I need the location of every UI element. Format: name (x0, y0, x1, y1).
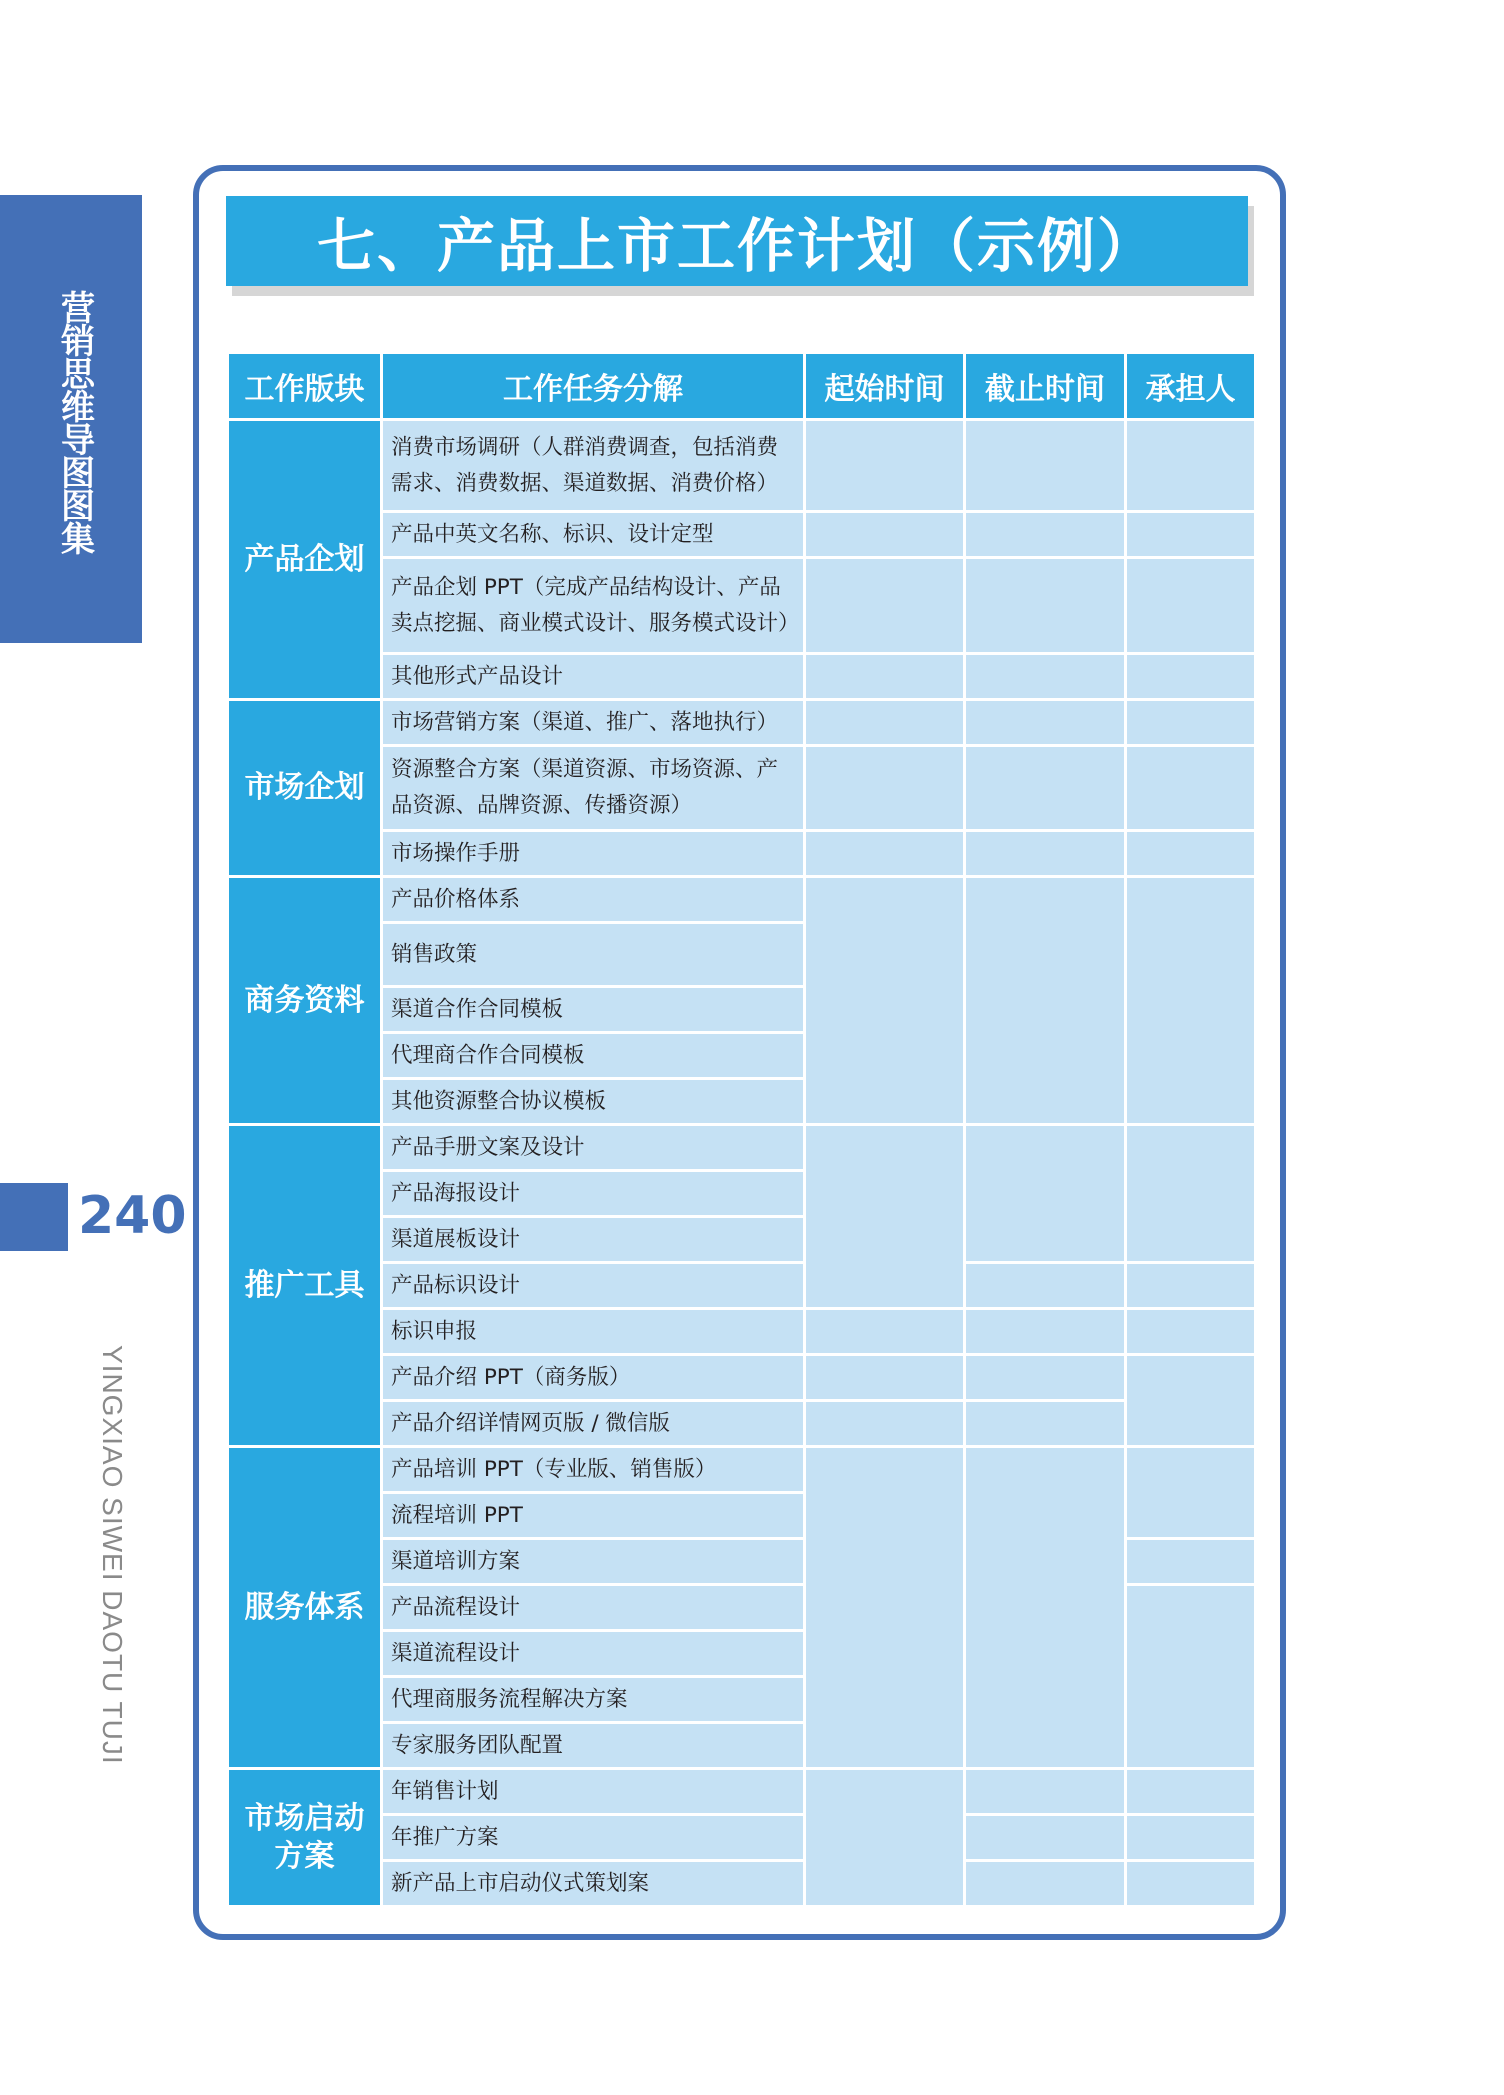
end-time-cell[interactable] (965, 1815, 1126, 1861)
table-row (228, 654, 1256, 700)
start-time-cell[interactable] (805, 700, 965, 746)
owner-cell[interactable] (1126, 746, 1256, 831)
task-cell: 资源整合方案（渠道资源、市场资源、产品资源、品牌资源、传播资源） (382, 746, 805, 831)
owner-cell[interactable] (1126, 1815, 1256, 1861)
table-row (228, 512, 1256, 558)
end-time-cell[interactable] (965, 1401, 1126, 1447)
page-title: 七、产品上市工作计划（示例） (226, 196, 1248, 286)
table-row (228, 746, 1256, 831)
section-product-planning: 产品企划 (228, 420, 382, 700)
task-cell: 流程培训 PPT (382, 1493, 805, 1539)
section-market-planning: 市场企划 (228, 700, 382, 877)
owner-cell[interactable] (1126, 877, 1256, 1125)
owner-cell[interactable] (1126, 1263, 1256, 1309)
task-cell: 产品手册文案及设计 (382, 1125, 805, 1171)
owner-cell[interactable] (1126, 1355, 1256, 1447)
task-cell: 产品价格体系 (382, 877, 805, 923)
task-cell: 代理商合作合同模板 (382, 1033, 805, 1079)
header-start-time: 起始时间 (805, 353, 965, 420)
header-end-time: 截止时间 (965, 353, 1126, 420)
end-time-cell[interactable] (965, 700, 1126, 746)
owner-cell[interactable] (1126, 1447, 1256, 1539)
section-market-launch-plan-label: 市场启动方案 (244, 1800, 365, 1874)
start-time-cell[interactable] (805, 1355, 965, 1401)
end-time-cell[interactable] (965, 1309, 1126, 1355)
task-cell: 标识申报 (382, 1309, 805, 1355)
task-cell: 产品标识设计 (382, 1263, 805, 1309)
task-cell: 渠道流程设计 (382, 1631, 805, 1677)
start-time-cell[interactable] (805, 1125, 965, 1309)
owner-cell[interactable] (1126, 558, 1256, 654)
start-time-cell[interactable] (805, 746, 965, 831)
table-row (228, 700, 1256, 746)
owner-cell[interactable] (1126, 420, 1256, 512)
start-time-cell[interactable] (805, 558, 965, 654)
task-cell: 代理商服务流程解决方案 (382, 1677, 805, 1723)
table-row (228, 420, 1256, 512)
end-time-cell[interactable] (965, 654, 1126, 700)
end-time-cell[interactable] (965, 1447, 1126, 1769)
owner-cell[interactable] (1126, 512, 1256, 558)
owner-cell[interactable] (1126, 1309, 1256, 1355)
end-time-cell[interactable] (965, 1125, 1126, 1263)
book-title-romanized: YINGXIAO SIWEI DAOTU TUJI (97, 1345, 128, 1765)
task-cell: 新产品上市启动仪式策划案 (382, 1861, 805, 1907)
task-cell: 渠道展板设计 (382, 1217, 805, 1263)
header-owner: 承担人 (1126, 353, 1256, 420)
task-cell: 产品介绍详情网页版 / 微信版 (382, 1401, 805, 1447)
end-time-cell[interactable] (965, 420, 1126, 512)
start-time-cell[interactable] (805, 512, 965, 558)
end-time-cell[interactable] (965, 831, 1126, 877)
start-time-cell[interactable] (805, 877, 965, 1125)
header-task-breakdown: 工作任务分解 (382, 353, 805, 420)
end-time-cell[interactable] (965, 512, 1126, 558)
task-cell: 专家服务团队配置 (382, 1723, 805, 1769)
table-row (228, 1401, 1256, 1447)
table-row (228, 1447, 1256, 1493)
task-cell: 渠道合作合同模板 (382, 987, 805, 1033)
table-row (228, 831, 1256, 877)
end-time-cell[interactable] (965, 558, 1126, 654)
header-work-section: 工作版块 (228, 353, 382, 420)
table-row (228, 1861, 1256, 1907)
section-business-materials: 商务资料 (228, 877, 382, 1125)
start-time-cell[interactable] (805, 654, 965, 700)
task-cell: 产品中英文名称、标识、设计定型 (382, 512, 805, 558)
table-row (228, 1815, 1256, 1861)
owner-cell[interactable] (1126, 831, 1256, 877)
table-row (228, 877, 1256, 923)
owner-cell[interactable] (1126, 654, 1256, 700)
owner-cell[interactable] (1126, 1539, 1256, 1585)
start-time-cell[interactable] (805, 1769, 965, 1907)
section-promotion-tools: 推广工具 (228, 1125, 382, 1447)
task-cell: 年销售计划 (382, 1769, 805, 1815)
end-time-cell[interactable] (965, 1355, 1126, 1401)
owner-cell[interactable] (1126, 700, 1256, 746)
task-cell: 产品流程设计 (382, 1585, 805, 1631)
start-time-cell[interactable] (805, 1447, 965, 1769)
task-cell: 市场操作手册 (382, 831, 805, 877)
task-cell: 其他形式产品设计 (382, 654, 805, 700)
start-time-cell[interactable] (805, 831, 965, 877)
table-row (228, 1769, 1256, 1815)
task-cell: 产品企划 PPT（完成产品结构设计、产品卖点挖掘、商业模式设计、服务模式设计） (382, 558, 805, 654)
table-row (228, 1355, 1256, 1401)
page-number-tab (0, 1183, 68, 1251)
task-cell: 产品海报设计 (382, 1171, 805, 1217)
task-cell: 产品培训 PPT（专业版、销售版） (382, 1447, 805, 1493)
end-time-cell[interactable] (965, 746, 1126, 831)
end-time-cell[interactable] (965, 1263, 1126, 1309)
table-header-row (228, 353, 1256, 420)
section-market-launch-plan (228, 1769, 382, 1907)
start-time-cell[interactable] (805, 1401, 965, 1447)
page-number: 240 (78, 1186, 187, 1246)
table-row (228, 1263, 1256, 1309)
task-cell: 产品介绍 PPT（商务版） (382, 1355, 805, 1401)
end-time-cell[interactable] (965, 1861, 1126, 1907)
owner-cell[interactable] (1126, 1125, 1256, 1263)
work-plan-table (226, 351, 1257, 1908)
start-time-cell[interactable] (805, 420, 965, 512)
task-cell: 市场营销方案（渠道、推广、落地执行） (382, 700, 805, 746)
task-cell: 渠道培训方案 (382, 1539, 805, 1585)
task-cell: 销售政策 (382, 923, 805, 987)
task-cell: 其他资源整合协议模板 (382, 1079, 805, 1125)
end-time-cell[interactable] (965, 877, 1126, 1125)
owner-cell[interactable] (1126, 1585, 1256, 1769)
table-row (228, 1309, 1256, 1355)
end-time-cell[interactable] (965, 1769, 1126, 1815)
task-cell: 年推广方案 (382, 1815, 805, 1861)
table-row (228, 558, 1256, 654)
section-service-system: 服务体系 (228, 1447, 382, 1769)
book-title: 营销思维导图图集 (54, 290, 95, 554)
task-cell: 消费市场调研（人群消费调查，包括消费需求、消费数据、渠道数据、消费价格） (382, 420, 805, 512)
owner-cell[interactable] (1126, 1861, 1256, 1907)
owner-cell[interactable] (1126, 1769, 1256, 1815)
table-row (228, 1125, 1256, 1171)
start-time-cell[interactable] (805, 1309, 965, 1355)
